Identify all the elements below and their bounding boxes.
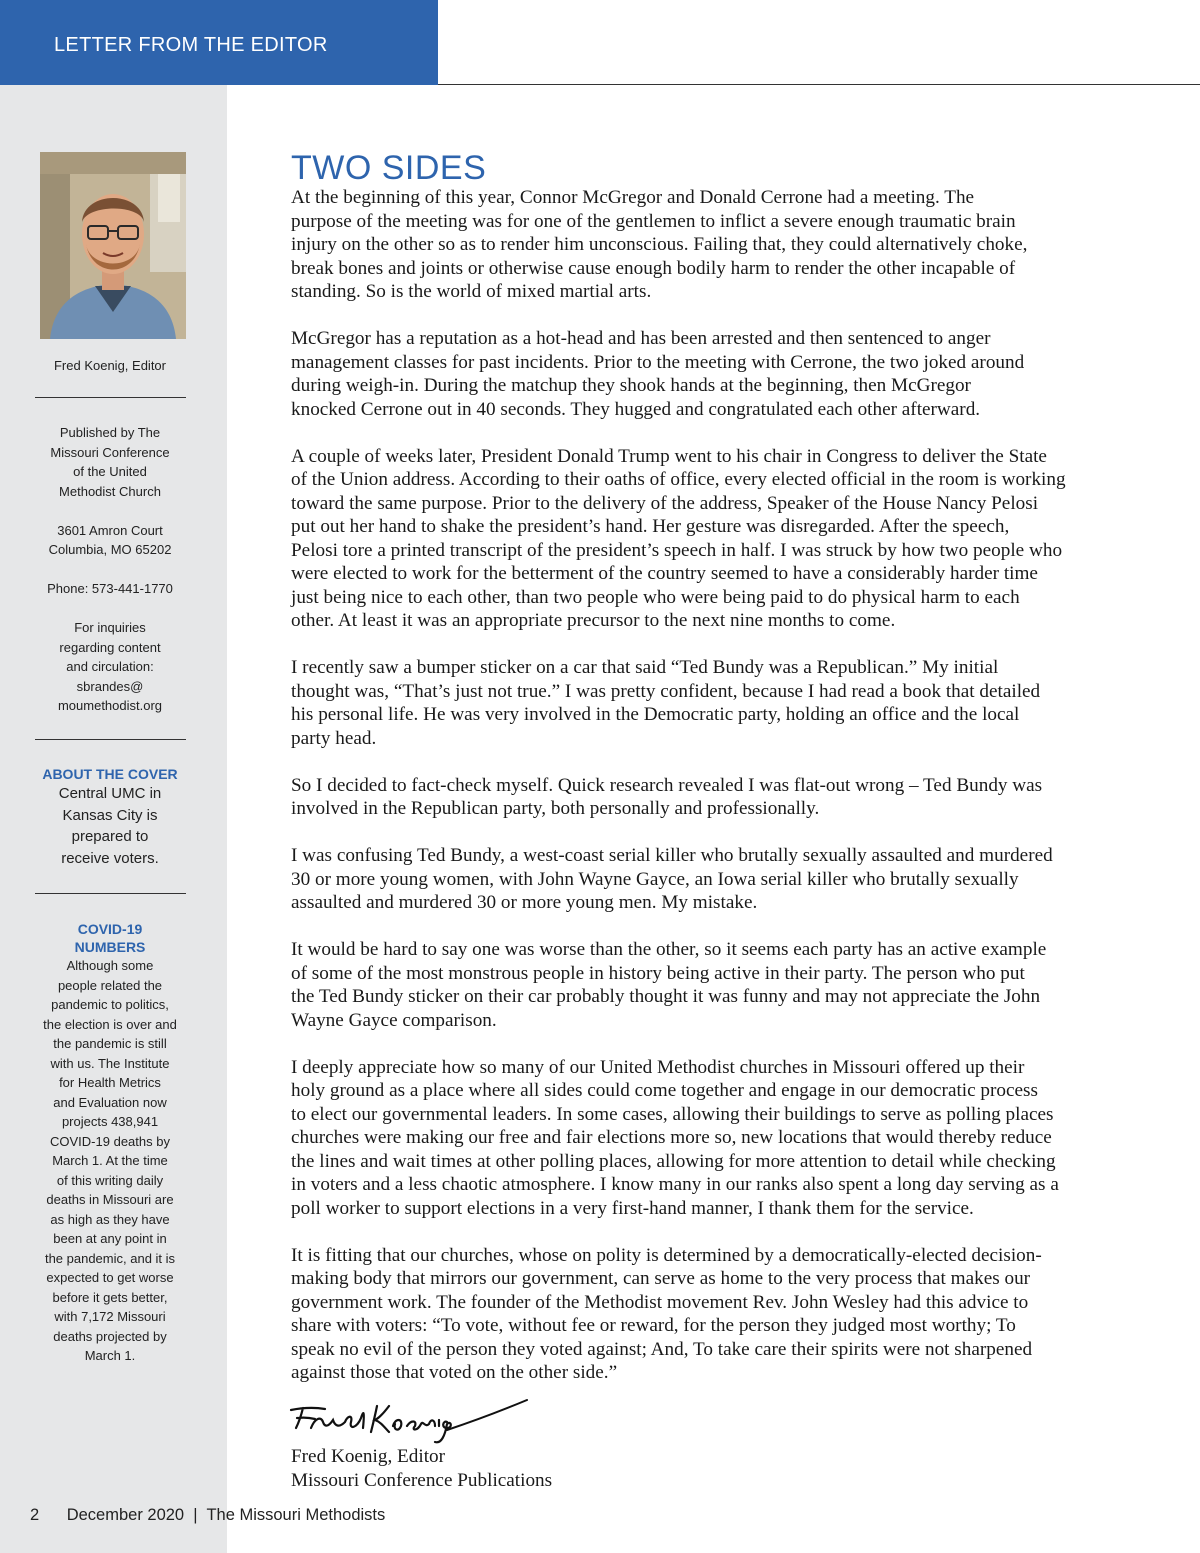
article-line: of the Union address. According to their oaths of office, every elected official in the room is working	[291, 469, 1066, 490]
article-line: toward the same purpose. Prior to the delivery of the address, Speaker of the House Nancy Pelosi	[291, 492, 1039, 514]
article-line: to elect our governmental leaders. In some cases, allowing their buildings to serve as polling places	[291, 1103, 1054, 1125]
article-line: I deeply appreciate how so many of our United Methodist churches in Missouri offered up their	[291, 1056, 1025, 1078]
article-line: At the beginning of this year, Connor McGregor and Donald Cerrone had a meeting. The	[291, 187, 975, 208]
header-rule	[438, 84, 1200, 85]
article-line: churches were making our free and fair elections more so, new locations that would thereby reduce	[291, 1127, 1052, 1148]
cover-line: prepared to	[71, 828, 149, 845]
signoff-organization: Missouri Conference Publications	[291, 1469, 553, 1491]
covid-line: March 1. At the time	[52, 1153, 168, 1168]
article-line: his personal life. He was very involved in the Democratic party, holding an office and the local	[291, 704, 1020, 725]
address-line: Columbia, MO 65202	[48, 542, 172, 557]
article-line: government work. The founder of the Methodist movement Rev. John Wesley had this advice to	[291, 1291, 1029, 1313]
article-line: standing. So is the world of mixed martial arts.	[291, 281, 652, 302]
article-paragraph	[291, 445, 1136, 633]
covid-line: COVID-19 deaths by	[50, 1133, 170, 1149]
article-line: share with voters: “To vote, without fee or reward, for the person they judged most worthy; To	[291, 1315, 1016, 1336]
inquiries-line: For inquiries	[74, 620, 146, 635]
covid-numbers	[35, 920, 185, 1366]
article-line: other. At least it was an appropriate precursor to the next nine months to come.	[291, 610, 896, 631]
covid-line: the pandemic, and it is	[44, 1250, 176, 1266]
covid-line: the election is over and	[43, 1016, 177, 1032]
article-body	[291, 186, 1136, 1408]
sidebar-divider	[35, 397, 186, 398]
article-paragraph	[291, 774, 1136, 821]
publisher-line: of the United	[73, 464, 147, 479]
covid-line: Although some	[66, 958, 154, 973]
covid-line: and Evaluation now	[53, 1094, 167, 1110]
article-line: I was confusing Ted Bundy, a west-coast serial killer who brutally sexually assaulted and murdered	[291, 845, 1053, 866]
article-line: knocked Cerrone out in 40 seconds. They hugged and congratulated each other afterward.	[291, 398, 981, 420]
inquiries-line: and circulation:	[66, 659, 154, 674]
sidebar-divider	[35, 739, 186, 740]
covid-line: before it gets better,	[52, 1289, 168, 1305]
article-line: were elected to work for the betterment of the country seemed to have a considerably harder time	[291, 563, 1038, 584]
footer-separator: |	[193, 1506, 198, 1524]
address-line: 3601 Amron Court	[57, 522, 163, 538]
inquiries-line: regarding content	[59, 639, 161, 655]
article-line: 30 or more young women, with John Wayne Gayce, an Iowa serial killer who brutally sexually	[291, 868, 1019, 890]
phone-number: Phone: 573-441-1770	[47, 581, 173, 596]
covid-line: been at any point in	[53, 1231, 167, 1246]
article-line: poll worker to support elections in a very first-hand manner, I thank them for the service.	[291, 1197, 974, 1219]
covid-line: of this writing daily	[56, 1172, 164, 1188]
article-line: It would be hard to say one was worse than the other, so it seems each party has an active example	[291, 939, 1047, 960]
covid-line: deaths projected by	[53, 1328, 167, 1344]
publisher-line: Missouri Conference	[50, 444, 170, 460]
article-paragraph	[291, 844, 1136, 915]
covid-line: March 1.	[84, 1348, 136, 1363]
signoff	[291, 1445, 552, 1492]
cover-heading: ABOUT THE COVER	[42, 766, 178, 782]
article-line: I recently saw a bumper sticker on a car that said “Ted Bundy was a Republican.” My initial	[291, 657, 999, 678]
editor-portrait-image	[40, 152, 186, 339]
covid-line: the pandemic is still	[53, 1036, 167, 1051]
publisher-info	[35, 423, 185, 716]
section-banner	[0, 0, 438, 85]
article-paragraph	[291, 1056, 1136, 1221]
editor-signature	[287, 1398, 537, 1446]
article-line: assaulted and murdered 30 or more young men. My mistake.	[291, 892, 758, 913]
article-line: involved in the Republican party, both personally and professionally.	[291, 798, 820, 819]
article-line: of some of the most monstrous people in history being active in their party. The person who put	[291, 962, 1025, 984]
article-line: Wayne Gayce comparison.	[291, 1009, 497, 1031]
article-line: Pelosi tore a printed transcript of the president’s speech in half. I was struck by how two people who	[291, 539, 1063, 561]
article-line: A couple of weeks later, President Donald Trump went to his chair in Congress to deliver the State	[291, 445, 1047, 467]
article-paragraph	[291, 938, 1136, 1032]
article-line: in voters and a less chaotic atmosphere. I know many in our ranks also spent a long day serving as a	[291, 1174, 1059, 1195]
covid-line: pandemic to politics,	[51, 997, 169, 1012]
article-line: party head.	[291, 727, 377, 749]
article-line: against those that voted on the other side.”	[291, 1362, 618, 1383]
signoff-name: Fred Koenig, Editor	[291, 1446, 446, 1467]
covid-line: expected to get worse	[46, 1270, 174, 1285]
article-paragraph	[291, 1244, 1136, 1385]
article-paragraph	[291, 327, 1136, 421]
publication-name: The Missouri Methodists	[206, 1506, 386, 1524]
publisher-line: Published by The	[59, 425, 161, 440]
article-title: TWO SIDES	[291, 149, 487, 187]
page-number: 2	[30, 1506, 40, 1524]
article-line: purpose of the meeting was for one of the gentlemen to inflict a severe enough traumatic brain	[291, 210, 1016, 232]
editor-photo	[40, 152, 186, 339]
section-label: LETTER FROM THE EDITOR	[54, 34, 328, 56]
article-line: It is fitting that our churches, whose on polity is determined by a democratically-elected decision-	[291, 1244, 1042, 1266]
article-line: the lines and wait times at other polling places, allowing for more attention to detail while checking	[291, 1150, 1056, 1172]
article-line: management classes for past incidents. Prior to the meeting with Cerrone, the two joked around	[291, 351, 1025, 373]
covid-line: as high as they have	[50, 1211, 170, 1227]
article-paragraph	[291, 656, 1136, 750]
article-line: break bones and joints or otherwise cause enough bodily harm to render the other incapable of	[291, 257, 1016, 279]
covid-line: people related the	[57, 977, 163, 993]
covid-line: projects 438,941	[61, 1114, 159, 1129]
page-footer	[30, 1506, 385, 1525]
covid-line: for Health Metrics	[59, 1075, 161, 1090]
inquiries-email[interactable]: sbrandes@	[76, 678, 144, 694]
article-line: making body that mirrors our government, can serve as home to the very process that makes our	[291, 1268, 1031, 1289]
article-line: speak no evil of the person they voted against; And, To take care their spirits were not sharpened	[291, 1338, 1033, 1360]
article-line: holy ground as a place where all sides could come together and engage in our democratic process	[291, 1080, 1038, 1101]
article-line: thought was, “That’s just not true.” I was pretty confident, because I had read a book that detailed	[291, 680, 1041, 702]
covid-line: with 7,172 Missouri	[54, 1309, 166, 1324]
article-line: just being nice to each other, than two people who were being paid to do physical harm to each	[291, 586, 1020, 608]
covid-line: deaths in Missouri are	[46, 1192, 174, 1207]
about-the-cover	[35, 765, 185, 869]
issue-date: December 2020	[66, 1506, 185, 1524]
article-line: during weigh-in. During the matchup they shook hands at the beginning, then McGregor	[291, 375, 971, 396]
publisher-line: Methodist Church	[59, 483, 161, 499]
cover-line: Kansas City is	[62, 806, 158, 824]
covid-heading: NUMBERS	[74, 939, 146, 955]
sidebar-divider	[35, 893, 186, 894]
article-line: McGregor has a reputation as a hot-head and has been arrested and then sentenced to anger	[291, 328, 991, 349]
article-line: put out her hand to shake the president’s hand. Her gesture was disregarded. After the speech,	[291, 516, 1010, 537]
covid-heading: COVID-19	[77, 921, 143, 937]
cover-line: receive voters.	[61, 849, 159, 867]
photo-caption: Fred Koenig, Editor	[53, 358, 166, 373]
article-paragraph	[291, 186, 1136, 304]
article-line: So I decided to fact-check myself. Quick research revealed I was flat-out wrong – Ted Bundy was	[291, 774, 1043, 796]
article-line: the Ted Bundy sticker on their car probably thought it was funny and may not appreciate the John	[291, 986, 1041, 1007]
article-line: injury on the other so as to render him unconscious. Failing that, they could alternatively choke,	[291, 234, 1028, 255]
cover-line: Central UMC in	[58, 785, 162, 802]
covid-line: with us. The Institute	[50, 1055, 170, 1071]
inquiries-email[interactable]: moumethodist.org	[57, 698, 163, 713]
